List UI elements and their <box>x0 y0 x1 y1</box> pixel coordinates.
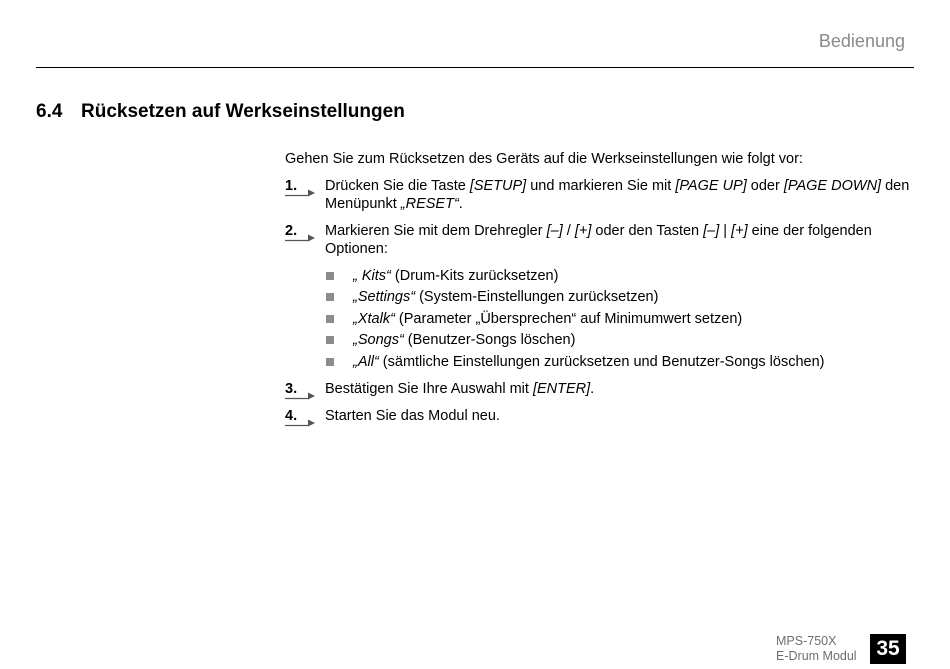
footer-model <box>776 634 857 664</box>
header-rule <box>36 67 914 68</box>
step-arrow-icon <box>285 233 315 242</box>
step-number: 3. <box>285 380 298 397</box>
step-marker <box>285 407 319 425</box>
section-number: 6.4 <box>36 101 63 122</box>
intro-text: Gehen Sie zum Rücksetzen des Geräts auf die Werkseinstellungen wie folgt vor: <box>285 151 803 167</box>
step-text: Drücken Sie die Taste [SETUP] und markieren Sie mit [PAGE UP] oder [PAGE DOWN] den Menüpunkt „RESET“. <box>325 178 910 212</box>
step-1 <box>285 177 910 213</box>
step-number: 4. <box>285 407 298 424</box>
step-arrow-icon <box>285 188 315 197</box>
list-item: „Xtalk“ (Parameter „Übersprechen“ auf Minimumwert setzen) <box>325 310 910 328</box>
step-arrow-icon <box>285 418 315 427</box>
square-bullet-icon <box>326 336 334 344</box>
step-4 <box>285 407 910 425</box>
section-title: Rücksetzen auf Werkseinstellungen <box>81 101 405 122</box>
model-name: MPS-750X <box>776 634 837 648</box>
step-marker <box>285 177 319 195</box>
step-3 <box>285 380 910 398</box>
step-text: Starten Sie das Modul neu. <box>325 407 500 424</box>
step-text: Bestätigen Sie Ihre Auswahl mit [ENTER]. <box>325 380 595 397</box>
square-bullet-icon <box>326 358 334 366</box>
step-marker <box>285 222 319 240</box>
instructions <box>285 150 910 434</box>
square-bullet-icon <box>326 315 334 323</box>
square-bullet-icon <box>326 272 334 280</box>
list-item: „ Kits“ (Drum-Kits zurücksetzen) <box>325 267 910 285</box>
section-heading <box>36 101 405 123</box>
options-list <box>325 267 910 371</box>
step-arrow-icon <box>285 391 315 400</box>
list-item: „All“ (sämtliche Einstellungen zurücksetzen und Benutzer-Songs löschen) <box>325 353 910 371</box>
step-marker <box>285 380 319 398</box>
step-number: 2. <box>285 223 298 239</box>
step-text: Markieren Sie mit dem Drehregler [–] / [+] oder den Tasten [–] | [+] eine der folgenden Optionen: <box>325 223 872 257</box>
square-bullet-icon <box>326 293 334 301</box>
product-name: E-Drum Modul <box>776 649 857 663</box>
step-2 <box>285 222 910 371</box>
step-number: 1. <box>285 178 298 194</box>
list-item: „Songs“ (Benutzer-Songs löschen) <box>325 331 910 349</box>
list-item: „Settings“ (System-Einstellungen zurücksetzen) <box>325 288 910 306</box>
header-title: Bedienung <box>818 31 905 51</box>
page-number: 35 <box>870 634 906 664</box>
